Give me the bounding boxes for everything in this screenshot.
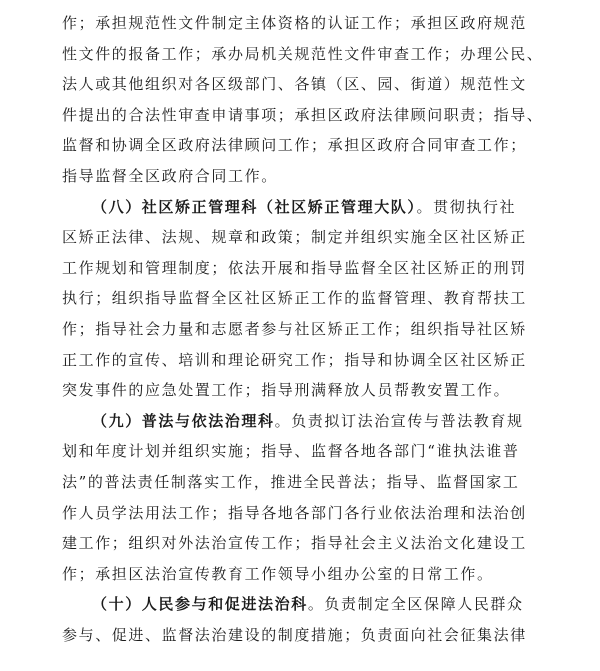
text-line — [62, 39, 544, 70]
body-text: 正工作的宣传、培训和理论研究工作；指导和协调全区社区矫正 — [62, 350, 527, 369]
body-text: 法”的普法责任制落实工作，推进全民普法；指导、监督国家工 — [62, 472, 520, 491]
body-text: 件提出的合法性审查申请事项；承担区政府法律顾问职责；指导、 — [62, 105, 544, 124]
paragraph — [62, 589, 544, 650]
text-line — [62, 314, 544, 345]
body-text: 作；承担规范性文件制定主体资格的认证工作；承担区政府规范 — [62, 14, 527, 32]
body-text: 区矫正法律、法规、规章和政策；制定并组织实施全区社区矫正 — [62, 228, 527, 247]
text-line — [62, 559, 544, 590]
body-text: 监督和协调全区政府法律顾问工作；承担区政府合同审查工作； — [62, 136, 527, 155]
text-line — [62, 8, 544, 39]
body-text: 。负责拟订法治宣传与普法教育规 — [274, 411, 524, 430]
text-line — [62, 345, 544, 376]
text-line — [62, 161, 544, 192]
text-line — [62, 375, 544, 406]
text-line — [62, 467, 544, 498]
text-line — [62, 283, 544, 314]
body-text: 作；承担区法治宣传教育工作领导小组办公室的日常工作。 — [62, 564, 494, 583]
text-line — [62, 406, 544, 437]
paragraph — [62, 406, 544, 590]
text-line — [62, 130, 544, 161]
body-text: 划和年度计划并组织实施；指导、监督各地各部门“谁执法谁普 — [62, 442, 520, 461]
text-line — [62, 222, 544, 253]
section-heading: （八）社区矫正管理科（社区矫正管理大队） — [92, 197, 417, 216]
text-line — [62, 589, 544, 620]
text-line — [62, 620, 544, 651]
body-text: 指导监督全区政府合同工作。 — [62, 166, 278, 185]
body-text: 突发事件的应急处置工作；指导刑满释放人员帮教安置工作。 — [62, 381, 511, 400]
body-text: 。贯彻执行社 — [416, 197, 517, 216]
body-text: 性文件的报备工作；承办局机关规范性文件审查工作；办理公民、 — [62, 44, 544, 63]
text-line — [62, 436, 544, 467]
text-line — [62, 253, 544, 284]
body-text: 参与、促进、监督法治建设的制度措施；负责面向社会征集法律 — [62, 625, 527, 644]
text-line — [62, 528, 544, 559]
text-line — [62, 498, 544, 529]
body-text: 作人员学法用法工作；指导各地各部门各行业依法治理和法治创 — [62, 503, 527, 522]
text-line — [62, 69, 544, 100]
paragraph — [62, 8, 544, 192]
body-text: 工作规划和管理制度；依法开展和指导监督全区社区矫正的刑罚 — [62, 258, 527, 277]
paragraph — [62, 192, 544, 406]
section-heading: （十）人民参与和促进法治科 — [92, 595, 308, 614]
text-line — [62, 100, 544, 131]
text-line — [62, 192, 544, 223]
body-text: 法人或其他组织对各区级部门、各镇（区、园、街道）规范性文 — [62, 75, 527, 94]
body-text: 建工作；组织对外法治宣传工作；指导社会主义法治文化建设工 — [62, 534, 527, 553]
body-text: 执行；组织指导监督全区社区矫正工作的监督管理、教育帮扶工 — [62, 289, 527, 308]
body-text: 作；指导社会力量和志愿者参与社区矫正工作；组织指导社区矫 — [62, 319, 527, 338]
section-heading: （九）普法与依法治理科 — [92, 411, 275, 430]
body-text: 。负责制定全区保障人民群众 — [307, 595, 524, 614]
